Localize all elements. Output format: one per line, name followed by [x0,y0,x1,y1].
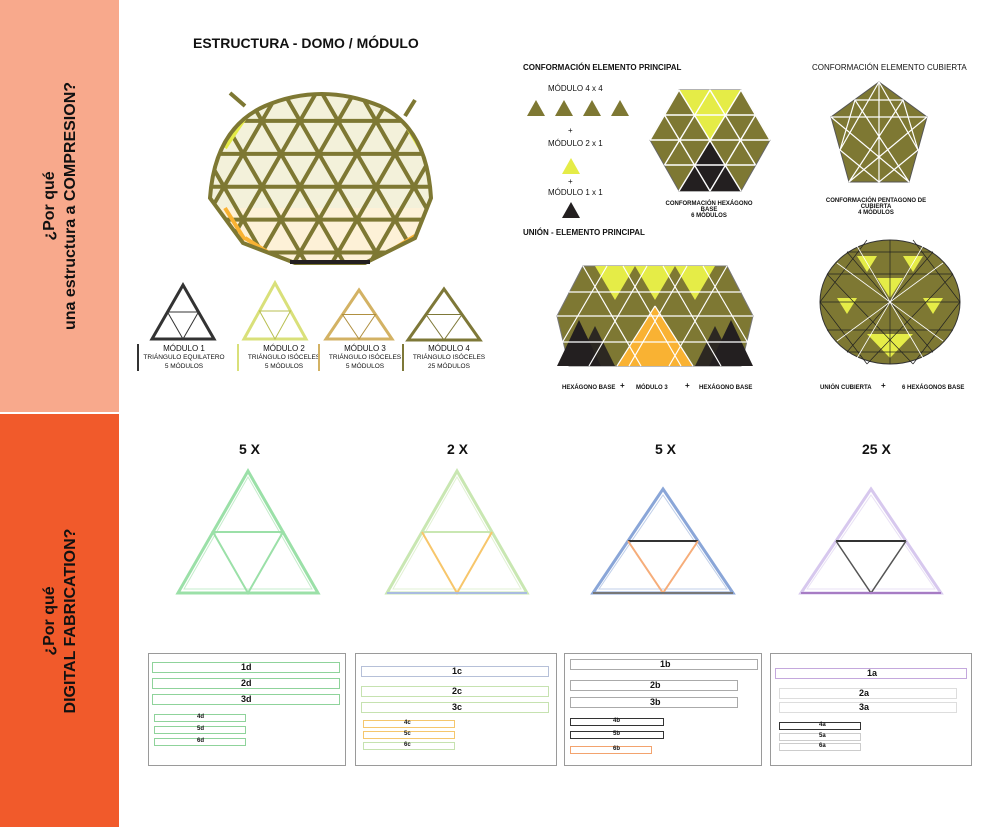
multiplier-1: 5 X [239,441,261,457]
tab-label-5b: 5b [613,731,621,737]
module-4-type: TRIÁNGULO ISÓCELES [412,354,486,361]
mod21-label: MÓDULO 2 x 1 [548,139,603,148]
tab-label-6d: 6d [197,738,205,744]
tab-label-5d: 5d [197,726,205,732]
tab-label-5c: 5c [404,731,411,737]
module-3-count: 5 MÓDULOS [345,363,385,370]
mod21-triangle [561,157,581,175]
mod11-triangle [561,201,581,219]
mod11-label: MÓDULO 1 x 1 [548,188,603,197]
hexagon-base-diagram [648,88,772,193]
sidebar-top-line2: una estructura a COMPRESION? [61,81,79,331]
sphere-diagram [817,238,963,366]
module-2-count: 5 MÓDULOS [264,363,304,370]
mod44-triangles [525,98,635,118]
fab-triangle-1 [175,468,321,596]
sphere-plus: + [881,381,886,390]
tab-label-6b: 6b [613,746,621,752]
tab-label-6c: 6c [404,742,411,748]
module-1-triangle [150,283,216,341]
union-diagram [555,264,755,368]
sidebar-top-line1: ¿Por qué [40,171,58,241]
union-plus-2: + [685,381,690,390]
module-4-name: MÓDULO 4 [428,344,470,353]
tab-label-5a: 5a [819,733,826,739]
strip-label-2d: 2d [241,678,252,688]
tab-label-6a: 6a [819,743,826,749]
sidebar-bottom-label [39,528,81,713]
multiplier-2: 2 X [447,441,469,457]
module-4-caption [402,344,494,371]
hexagon-caption [657,201,761,219]
strip-label-2a: 2a [859,688,870,698]
plus-1: + [568,126,573,135]
sidebar-top-panel [0,0,119,412]
multiplier-3: 5 X [655,441,677,457]
strip-label-1d: 1d [241,662,252,672]
sidebar-bottom-panel [0,414,119,827]
module-3-name: MÓDULO 3 [344,344,386,353]
strip-label-3d: 3d [241,694,252,704]
union-plus-1: + [620,381,625,390]
pentagon-cover-diagram [829,80,929,184]
tab-label-4c: 4c [404,720,411,726]
fab-triangle-3 [590,486,736,596]
tab-label-4b: 4b [613,718,621,724]
cut-panel-3 [564,653,762,766]
module-1-caption [137,344,229,371]
strip-label-2c: 2c [452,686,463,696]
plus-2: + [568,177,573,186]
hexagon-caption-text: CONFORMACIÓN HEXÁGONO BASE [665,201,753,213]
module-2-type: TRIÁNGULO ISÓCELES [247,354,321,361]
sidebar-top-label [39,82,81,330]
cut-panel-2 [355,653,557,766]
module-4-triangle [406,287,482,342]
fab-triangle-2 [384,468,530,596]
tab-label-4a: 4a [819,722,826,728]
conf-principal-heading: CONFORMACIÓN ELEMENTO PRINCIPAL [523,63,682,72]
conf-cubierta-heading: CONFORMACIÓN ELEMENTO CUBIERTA [812,63,967,72]
cut-panel-4 [770,653,972,766]
module-3-triangle [324,288,394,341]
strip-label-1a: 1a [867,668,878,678]
strip-label-1c: 1c [452,666,463,676]
sidebar-bottom-line1: ¿Por qué [40,585,58,656]
union-right-label: HEXÁGONO BASE [699,385,753,391]
module-2-triangle [242,281,308,341]
cut-panel-1 [148,653,346,766]
sidebar-bottom-line2: DIGITAL FABRICATION? [61,528,79,713]
strip-label-3b: 3b [650,697,661,707]
sphere-left-label: UNIÓN CUBIERTA [820,385,872,391]
module-2-caption [237,344,329,371]
tab-label-4d: 4d [197,714,205,720]
union-heading: UNIÓN - ELEMENTO PRINCIPAL [523,228,645,237]
module-2-name: MÓDULO 2 [263,344,305,353]
strip-label-3a: 3a [859,702,870,712]
module-1-name: MÓDULO 1 [163,344,205,353]
union-left-label: HEXÁGONO BASE [562,385,616,391]
dome-illustration [205,88,437,266]
strip-label-2b: 2b [650,680,661,690]
pentagon-count-text: 4 MÓDULOS [858,210,894,216]
pentagon-caption-text: CONFORMACIÓN PENTAGONO DE CUBIERTA [825,198,927,210]
sphere-right-label: 6 HEXÁGONOS BASE [902,385,965,391]
module-1-count: 5 MÓDULOS [164,363,204,370]
fab-triangle-4 [798,486,944,596]
pentagon-caption [814,198,938,216]
page-title: ESTRUCTURA - DOMO / MÓDULO [193,35,419,51]
module-3-type: TRIÁNGULO ISÓCELES [328,354,402,361]
mod44-label: MÓDULO 4 x 4 [548,84,603,93]
strip-label-1b: 1b [660,659,671,669]
strip-label-3c: 3c [452,702,463,712]
module-4-count: 25 MÓDULOS [428,363,470,370]
union-mid-label: MÓDULO 3 [636,385,668,391]
multiplier-4: 25 X [862,441,891,457]
module-1-type: TRIÁNGULO EQUILATERO [143,354,225,361]
tab-6b [570,746,652,754]
hexagon-count-text: 6 MÓDULOS [691,213,727,219]
module-3-caption [318,344,410,371]
